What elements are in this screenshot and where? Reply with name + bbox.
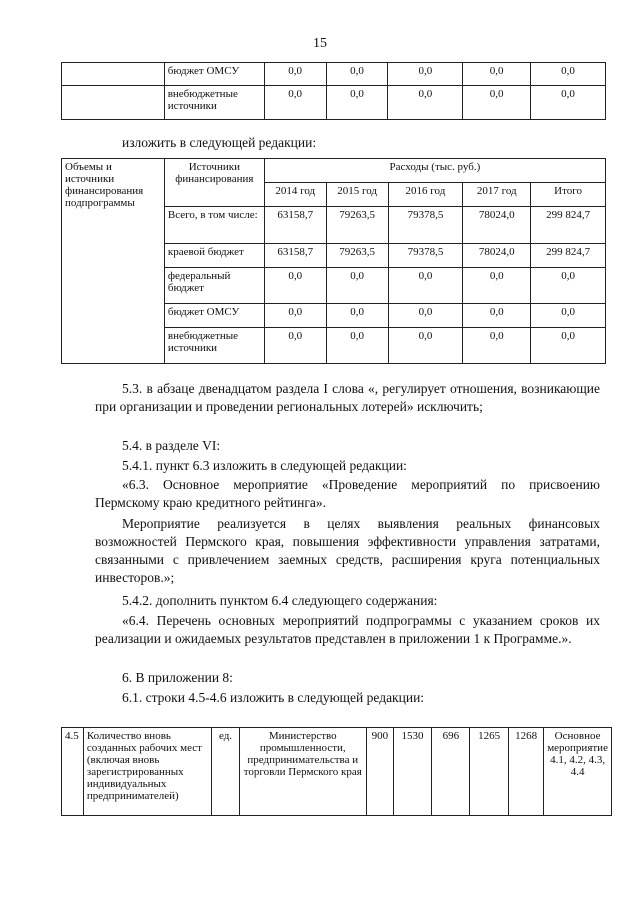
header-sources: Источники финансирования xyxy=(164,159,264,207)
paragraph-5-4-2: 5.4.2. дополнить пунктом 6.4 следующего содержания: xyxy=(122,593,438,608)
header-left: Объемы и источники финансирования подпрограммы xyxy=(62,159,165,364)
table-row: федеральный бюджет 0,0 0,0 0,0 0,0 0,0 xyxy=(62,268,606,304)
table-row: краевой бюджет 63158,7 79263,5 79378,5 78024,0 299 824,7 xyxy=(62,244,606,268)
source-label: внебюджетные источники xyxy=(164,86,264,120)
executor: Министерство промышленности, предпринимательства и торговли Пермского края xyxy=(239,728,367,816)
year-header: 2015 год xyxy=(326,183,388,207)
source-label: Всего, в том числе: xyxy=(164,207,264,244)
year-header: 2014 год xyxy=(264,183,326,207)
paragraph-6-3: «6.3. Основное мероприятие «Проведение мероприятий по присвоению Пермскому краю кредитного рейтинга». xyxy=(95,477,600,510)
paragraph-6: 6. В приложении 8: xyxy=(122,670,233,685)
table-header-row xyxy=(62,159,606,183)
indicator-name: Количество вновь созданных рабочих мест (включая вновь зарегистрированных индивидуальных предпринимателей) xyxy=(83,728,212,816)
row-number: 4.5 xyxy=(62,728,84,816)
funding-table xyxy=(61,158,606,364)
paragraph-event: Мероприятие реализуется в целях выявления реальных финансовых возможностей Пермского края, повышения эффективности управления затратами, связанными с привлечением заемных средств, расширения круга потенциальных инвесторов.»; xyxy=(95,516,600,585)
source-label: внебюджетные источники xyxy=(164,328,264,364)
total-header: Итого xyxy=(531,183,606,207)
paragraph-6-1: 6.1. строки 4.5-4.6 изложить в следующей редакции: xyxy=(122,690,425,705)
table-row: внебюджетные источники 0,0 0,0 0,0 0,0 0,0 xyxy=(62,86,606,120)
paragraph-5-3: 5.3. в абзаце двенадцатом раздела I слова «, регулирует отношения, возникающие при организации и проведении региональных лотерей» исключить; xyxy=(95,381,600,414)
table-row: бюджет ОМСУ 0,0 0,0 0,0 0,0 0,0 xyxy=(62,304,606,328)
intro-text: изложить в следующей редакции: xyxy=(122,135,317,150)
top-table xyxy=(61,62,606,120)
paragraph-5-4: 5.4. в разделе VI: xyxy=(122,438,221,453)
paragraph-5-4-1: 5.4.1. пункт 6.3 изложить в следующей редакции: xyxy=(122,458,407,473)
page-number: 15 xyxy=(313,36,327,51)
year-header: 2017 год xyxy=(463,183,531,207)
source-label: бюджет ОМСУ xyxy=(164,63,264,86)
note: Основное мероприятие 4.1, 4.2, 4.3, 4.4 xyxy=(544,728,612,816)
table-row: бюджет ОМСУ 0,0 0,0 0,0 0,0 0,0 xyxy=(62,63,606,86)
year-header: 2016 год xyxy=(388,183,463,207)
header-expenses: Расходы (тыс. руб.) xyxy=(264,159,605,183)
paragraph-6-4: «6.4. Перечень основных мероприятий подпрограммы с указанием сроков их реализации и ожидаемых результатов представлен в приложении 1 к Программе.». xyxy=(95,613,600,646)
source-label: краевой бюджет xyxy=(164,244,264,268)
indicator-table xyxy=(61,727,612,816)
source-label: бюджет ОМСУ xyxy=(164,304,264,328)
table-row: 4.5 Количество вновь созданных рабочих мест (включая вновь зарегистрированных индивидуальных предпринимателей) ед. Министерство промышленности, предпринимательства и торговли Пермского края 900 1530 696 1265 1268 Основное мероприятие 4.1, 4.2, 4.3, 4.4 xyxy=(62,728,612,816)
source-label: федеральный бюджет xyxy=(164,268,264,304)
table-row: внебюджетные источники 0,0 0,0 0,0 0,0 0,0 xyxy=(62,328,606,364)
unit: ед. xyxy=(212,728,239,816)
table-row: Всего, в том числе: 63158,7 79263,5 79378,5 78024,0 299 824,7 xyxy=(62,207,606,244)
